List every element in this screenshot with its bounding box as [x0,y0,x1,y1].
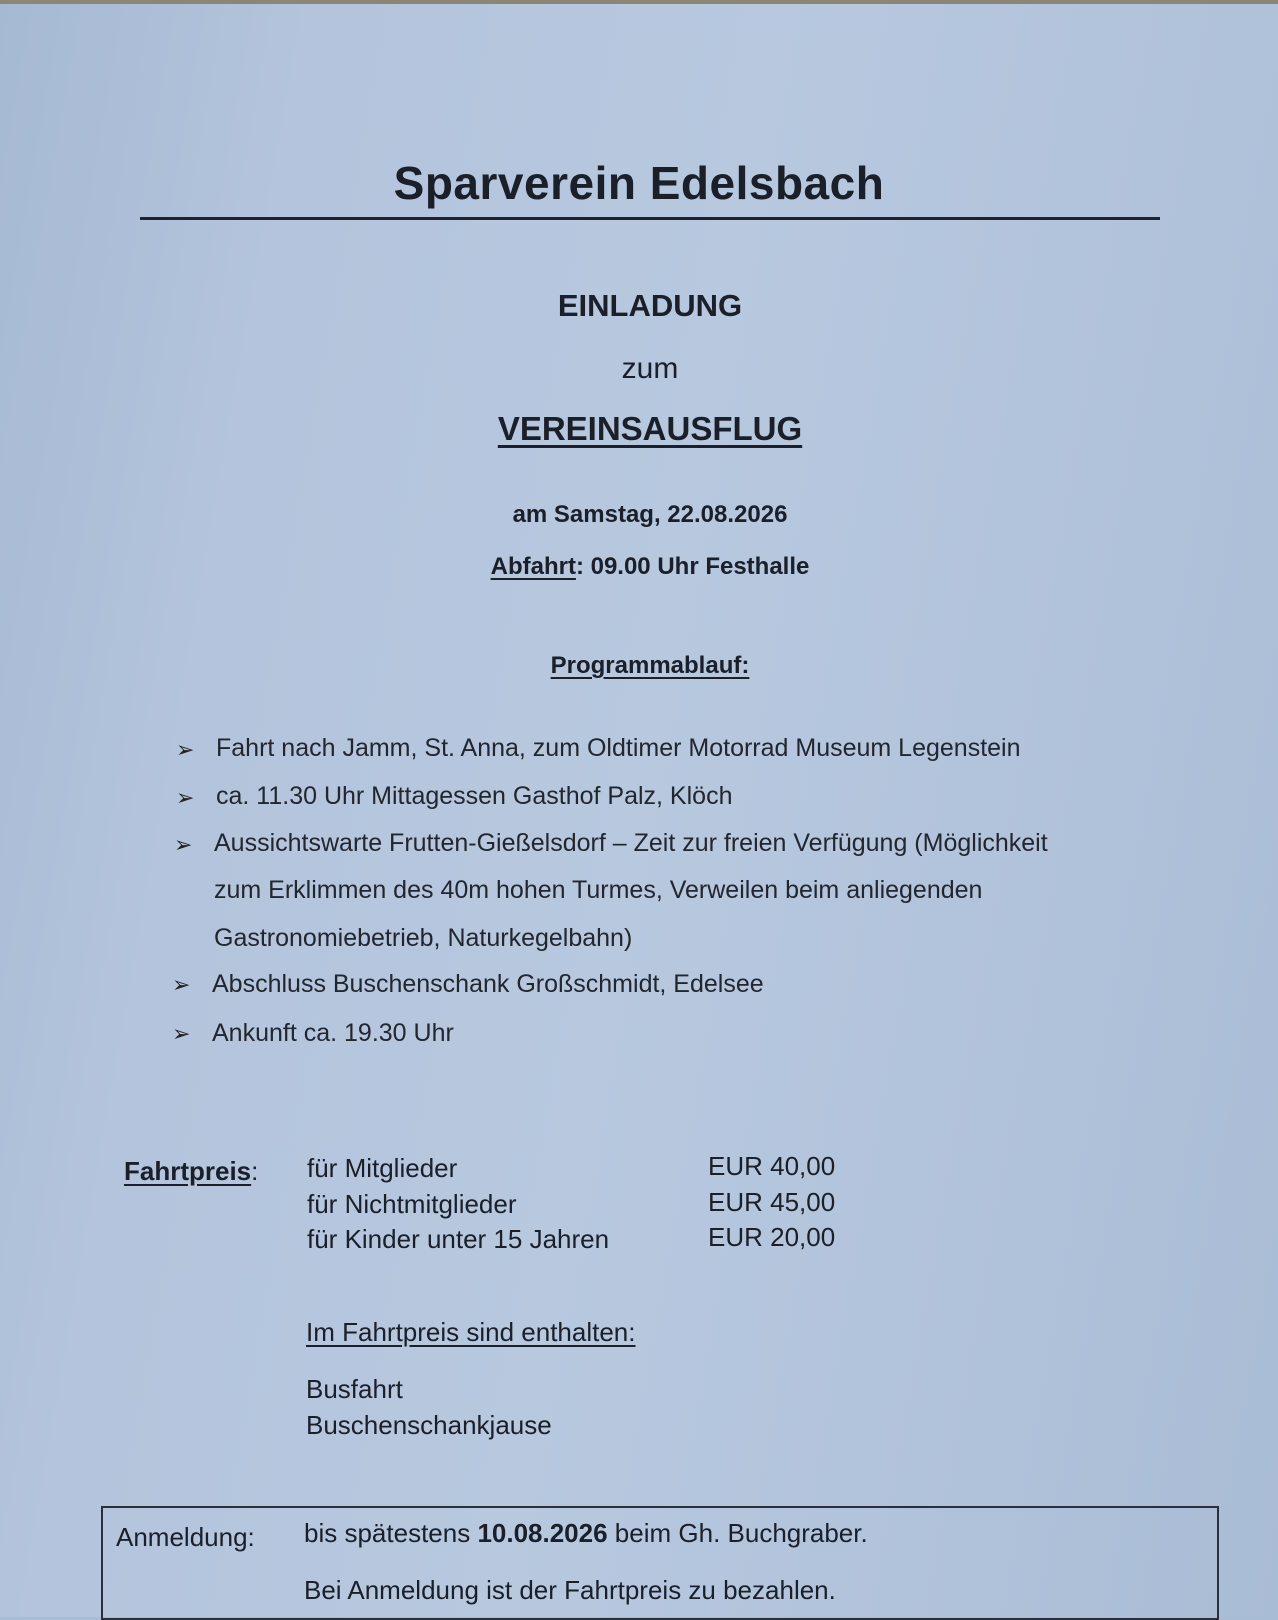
list-item: Ankunft ca. 19.30 Uhr [212,1019,454,1047]
registration-deadline-line [304,1518,868,1549]
arrowhead-bullet-icon: ➢ [172,1021,191,1046]
list-item: ca. 11.30 Uhr Mittagessen Gasthof Palz, Klöch [216,782,733,810]
invitation-zum: zum [621,352,679,385]
fare-colon: : [251,1156,259,1186]
registration-deadline: 10.08.2026 [477,1518,608,1548]
fare-group: für Mitglieder [307,1153,458,1183]
page-title: Sparverein Edelsbach [393,157,885,209]
departure-value: : 09.00 Uhr Festhalle [575,553,810,580]
arrowhead-bullet-icon: ➢ [172,972,191,997]
program-heading: Programmablauf: [550,652,750,679]
arrowhead-bullet-icon: ➢ [176,785,195,810]
title-underline [140,217,1160,220]
fare-group: für Nichtmitglieder [307,1189,517,1219]
list-item: Fahrt nach Jamm, St. Anna, zum Oldtimer Motorrad Museum Legenstein [216,734,1021,762]
registration-text-after: beim Gh. Buchgraber. [607,1518,868,1548]
included-item: Buschenschankjause [306,1410,552,1440]
fare-price: EUR 40,00 [708,1151,836,1181]
included-heading: Im Fahrtpreis sind enthalten: [306,1317,636,1347]
list-item: Abschluss Buschenschank Großschmidt, Edelsee [212,970,764,998]
fare-price: EUR 20,00 [708,1222,836,1252]
event-date: am Samstag, 22.08.2026 [512,501,788,528]
fare-label-line [124,1156,258,1187]
included-item: Busfahrt [306,1374,403,1404]
departure-line [0,553,1278,581]
fare-group: für Kinder unter 15 Jahren [307,1224,610,1254]
list-item: Aussichtswarte Frutten-Gießelsdorf – Zeit zur freien Verfügung (Möglichkeit [214,829,1048,857]
invitation-event: VEREINSAUSFLUG [497,410,803,447]
registration-label: Anmeldung: [116,1522,255,1552]
list-item-continued: Gastronomiebetrieb, Naturkegelbahn) [214,924,633,952]
table-edge [0,0,1278,4]
arrowhead-bullet-icon: ➢ [176,737,195,762]
list-item-continued: zum Erklimmen des 40m hohen Turmes, Verweilen beim anliegenden [214,876,983,904]
registration-note: Bei Anmeldung ist der Fahrtpreis zu bezahlen. [304,1575,836,1605]
arrowhead-bullet-icon: ➢ [174,832,193,857]
fare-label: Fahrtpreis [124,1156,252,1186]
registration-text-before: bis spätestens [304,1518,478,1548]
departure-label: Abfahrt [490,553,576,580]
invitation-heading: EINLADUNG [557,288,743,323]
fare-price: EUR 45,00 [708,1187,836,1217]
